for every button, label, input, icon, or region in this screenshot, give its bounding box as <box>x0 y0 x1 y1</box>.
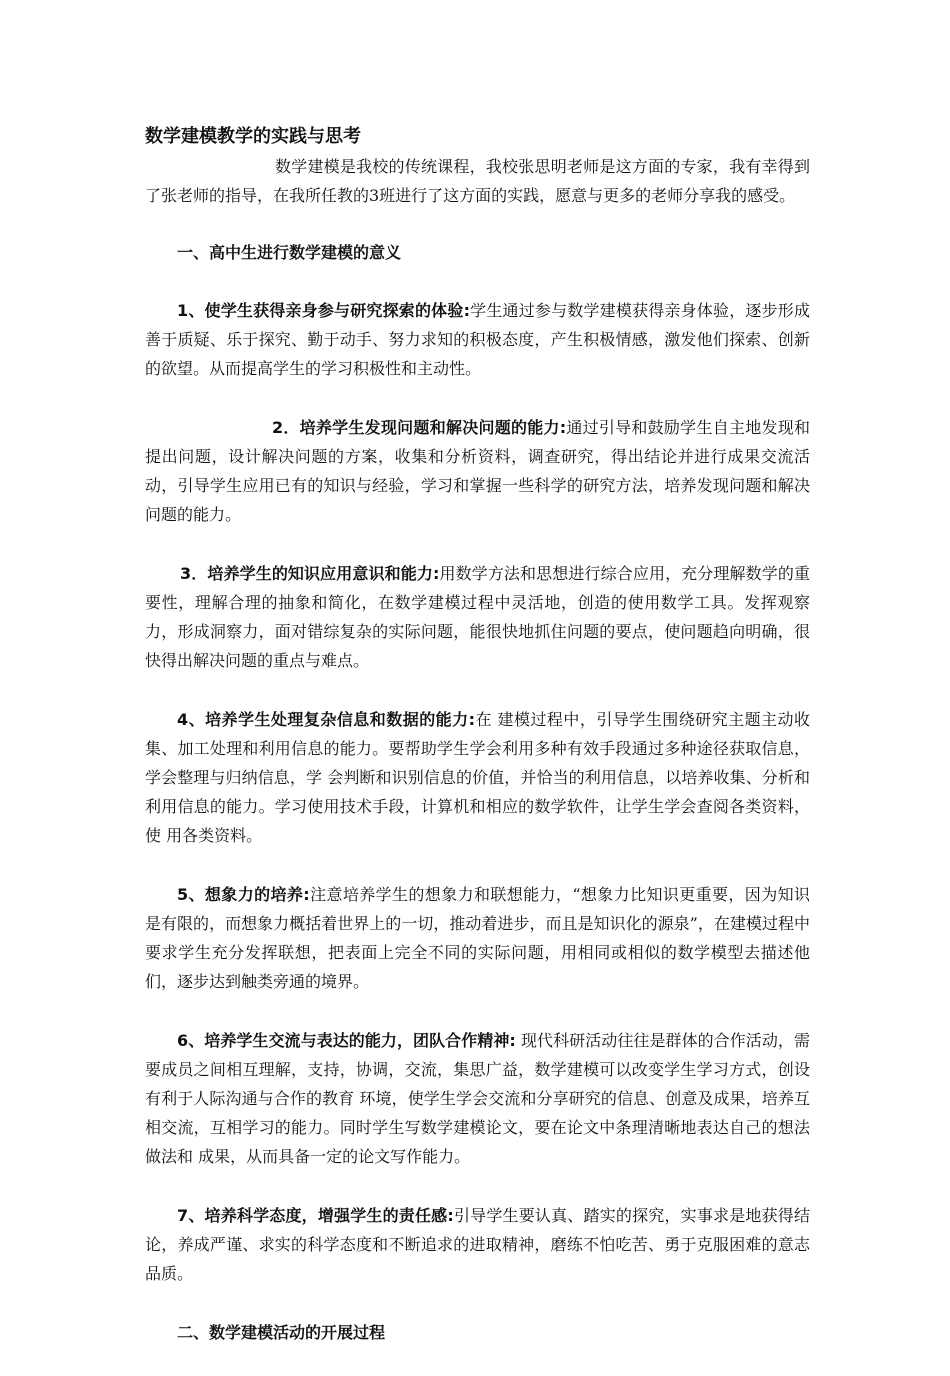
item-body: 在 建模过程中，引导学生围绕研究主题主动收集、加工处理和利用信息的能力。要帮助学生学会利用多种有效手段通过多种途径获取信息，学会整理与归纳信息，学 会判断和识别信息的价值，并恰当的利用信息，以培养收集、分析和利用信息的能力。学习使用技术手段，计算机和相应的数学软件，让学生学会查阅各类资料，使 用各类资料。 <box>145 710 810 845</box>
list-item-7 <box>145 1201 810 1288</box>
item-body: 引导学生要认真、踏实的探究，实事求是地获得结论，养成严谨、求实的科学态度和不断追求的进取精神，磨练不怕吃苦、勇于克服困难的意志品质。 <box>145 1206 810 1283</box>
item-body: 通过引导和鼓励学生自主地发现和提出问题，设计解决问题的方案，收集和分析资料，调查研究，得出结论并进行成果交流活动，引导学生应用已有的知识与经验，学习和掌握一些科学的研究方法，培养发现问题和解决问题的能力。 <box>145 418 810 524</box>
section-heading-2: 二、数学建模活动的开展过程 <box>177 1323 386 1342</box>
section-heading-1: 一、高中生进行数学建模的意义 <box>177 243 402 262</box>
item-body: 学生通过参与数学建模获得亲身体验，逐步形成善于质疑、乐于探究、勤于动手、努力求知的积极态度，产生积极情感，激发他们探索、创新的欲望。从而提高学生的学习积极性和主动性。 <box>145 301 810 378</box>
item-lead: 5、想象力的培养: <box>177 885 310 904</box>
item-body: 现代科研活动往往是群体的合作活动，需要成员之间相互理解，支持，协调，交流，集思广益，数学建模可以改变学生学习方式，创设有利于人际沟通与合作的教育 环境，使学生学会交流和分享研究的信息、创意及成果，培养互相交流，互相学习的能力。同时学生写数学建模论文，要在论文中条理清晰地表达自己的想法做法和 成果，从而具备一定的论文写作能力。 <box>145 1031 810 1166</box>
item-body: 注意培养学生的想象力和联想能力，“想象力比知识更重要，因为知识是有限的，而想象力概括着世界上的一切，推动着进步，而且是知识化的源泉”，在建模过程中要求学生充分发挥联想，把表面上完全不同的实际问题，用相同或相似的数学模型去描述他们，逐步达到触类旁通的境界。 <box>145 885 810 991</box>
document-page <box>145 122 810 1376</box>
item-lead: 6、培养学生交流与表达的能力，团队合作精神: <box>177 1031 516 1050</box>
item-lead: 3．培养学生的知识应用意识和能力: <box>180 564 440 583</box>
list-item-4 <box>145 705 810 850</box>
list-item-3 <box>145 559 810 675</box>
intro-paragraph: 数学建模是我校的传统课程，我校张思明老师是这方面的专家，我有幸得到了张老师的指导，在我所任教的3班进行了这方面的实践，愿意与更多的老师分享我的感受。 <box>145 157 810 205</box>
item-lead: 2．培养学生发现问题和解决问题的能力: <box>272 418 567 437</box>
list-item-2 <box>145 413 810 529</box>
item-body: 用数学方法和思想进行综合应用，充分理解数学的重要性，理解合理的抽象和简化，在数学建模过程中灵活地，创造的使用数学工具。发挥观察力，形成洞察力，面对错综复杂的实际问题，能很快地抓住问题的要点，使问题趋向明确，很快得出解决问题的重点与难点。 <box>145 564 810 670</box>
item-lead: 4、培养学生处理复杂信息和数据的能力: <box>177 710 476 729</box>
document-title: 数学建模教学的实践与思考 <box>145 126 361 147</box>
list-item-6 <box>145 1026 810 1171</box>
list-item-5 <box>145 880 810 996</box>
item-lead: 7、培养科学态度，增强学生的责任感: <box>177 1206 454 1225</box>
item-lead: 1、使学生获得亲身参与研究探索的体验: <box>177 301 470 320</box>
list-item-1 <box>145 296 810 383</box>
